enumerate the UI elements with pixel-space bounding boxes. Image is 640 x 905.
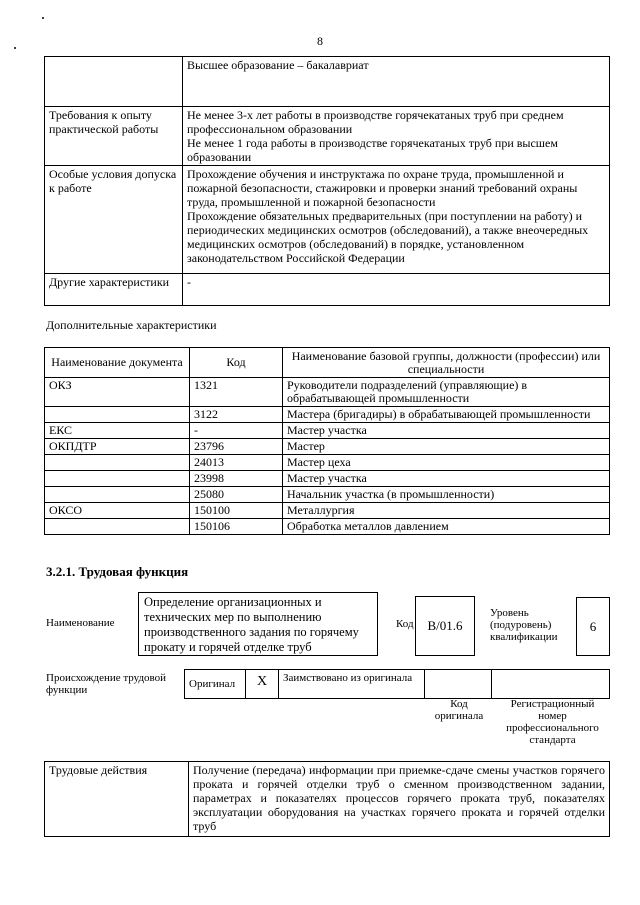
name-cell: Мастер участка: [283, 423, 610, 439]
row-value: [183, 107, 610, 166]
registration-number-caption: Регистрационный номер профессионального стандарта: [506, 698, 599, 746]
name-cell: Мастера (бригадиры) в обрабатывающей промышленности: [283, 407, 610, 423]
function-name-box: Определение организационных и технических мер по выполнению производственного задания по горячему прокату и горячей отделке труб: [138, 592, 378, 656]
code-cell: 150100: [190, 503, 283, 519]
divider: [245, 669, 246, 699]
table-row: [45, 274, 610, 306]
code-cell: -: [190, 423, 283, 439]
name-cell: Обработка металлов давлением: [283, 519, 610, 535]
row-value: Получение (передача) информации при приемке-сдаче смены участков горячего проката и горячей отделки труб о сменном производственном задании, параметрах и показателях процессов горячего проката труб, показателях эксплуатации оборудования на участках горячего проката и горячей отделки труб: [189, 762, 610, 837]
code-cell: 24013: [190, 455, 283, 471]
code-value-box: B/01.6: [415, 596, 475, 656]
qualification-level-label: Уровень (подуровень) квалификации: [490, 607, 558, 643]
table-row: [45, 166, 610, 274]
page-number: 8: [317, 34, 323, 48]
name-cell: Мастер: [283, 439, 610, 455]
doc-cell: [45, 519, 190, 535]
scan-dot: [42, 17, 44, 19]
section-title: 3.2.1. Трудовая функция: [46, 564, 189, 579]
function-name-label: Наименование: [46, 617, 115, 629]
requirements-table: [44, 56, 610, 306]
doc-cell: [45, 455, 190, 471]
row-label: Особые условия допуска к работе: [45, 166, 183, 274]
table-row: [45, 762, 610, 837]
code-cell: 3122: [190, 407, 283, 423]
code-cell: 23796: [190, 439, 283, 455]
table-row: [45, 487, 610, 503]
table-row: [45, 378, 610, 407]
table-row: [45, 57, 610, 107]
value-line: Прохождение обязательных предварительных (при поступлении на работу) и периодических медицинских осмотров (обследований), а также внеочередных медицинских осмотров (обследований) в порядке, установленном законодательством Российской Федерации: [187, 209, 589, 265]
row-label: [45, 57, 183, 107]
table-row: [45, 455, 610, 471]
code-cell: 1321: [190, 378, 283, 407]
additional-characteristics-table: [44, 347, 610, 535]
row-label: Другие характеристики: [45, 274, 183, 306]
code-label: Код: [396, 618, 414, 630]
table-row: [45, 519, 610, 535]
original-mark: X: [256, 674, 268, 689]
name-cell: Мастер цеха: [283, 455, 610, 471]
doc-cell: ОКПДТР: [45, 439, 190, 455]
name-cell: Мастер участка: [283, 471, 610, 487]
column-header: Наименование базовой группы, должности (профессии) или специальности: [283, 348, 610, 378]
divider: [278, 669, 279, 699]
row-value: -: [183, 274, 610, 306]
divider: [424, 669, 425, 699]
row-value: Высшее образование – бакалавриат: [183, 57, 610, 107]
doc-cell: [45, 471, 190, 487]
table-row: [45, 107, 610, 166]
additional-characteristics-caption: Дополнительные характеристики: [46, 318, 217, 332]
origin-label: Происхождение трудовой функции: [46, 672, 167, 696]
doc-cell: [45, 487, 190, 503]
labor-actions-table: [44, 761, 610, 837]
doc-cell: ОКЗ: [45, 378, 190, 407]
divider: [491, 669, 492, 699]
doc-cell: [45, 407, 190, 423]
code-cell: 25080: [190, 487, 283, 503]
value-line: Прохождение обучения и инструктажа по охране труда, промышленной и пожарной безопасности, стажировки и проверки знаний требований охраны труда, промышленной и пожарной безопасности: [187, 167, 578, 209]
table-row: [45, 407, 610, 423]
row-label: Требования к опыту практической работы: [45, 107, 183, 166]
original-code-caption: Код оригинала: [434, 698, 484, 722]
row-value: [183, 166, 610, 274]
borrowed-label: Заимствовано из оригинала: [283, 672, 413, 684]
table-row: [45, 471, 610, 487]
value-line: Не менее 1 года работы в производстве горячекатаных труб при высшем образовании: [187, 136, 558, 164]
row-label: Трудовые действия: [45, 762, 189, 837]
value-line: Не менее 3-х лет работы в производстве горячекатаных труб при среднем профессиональном образовании: [187, 108, 564, 136]
code-cell: 23998: [190, 471, 283, 487]
name-cell: Начальник участка (в промышленности): [283, 487, 610, 503]
table-row: [45, 423, 610, 439]
doc-cell: ЕКС: [45, 423, 190, 439]
name-cell: Металлургия: [283, 503, 610, 519]
qualification-level-box: 6: [576, 597, 610, 656]
name-cell: Руководители подразделений (управляющие) в обрабатывающей промышленности: [283, 378, 610, 407]
code-cell: 150106: [190, 519, 283, 535]
column-header: Наименование документа: [45, 348, 190, 378]
table-row: [45, 439, 610, 455]
table-header-row: [45, 348, 610, 378]
column-header: Код: [190, 348, 283, 378]
doc-cell: ОКСО: [45, 503, 190, 519]
original-label: Оригинал: [189, 678, 236, 690]
table-row: [45, 503, 610, 519]
